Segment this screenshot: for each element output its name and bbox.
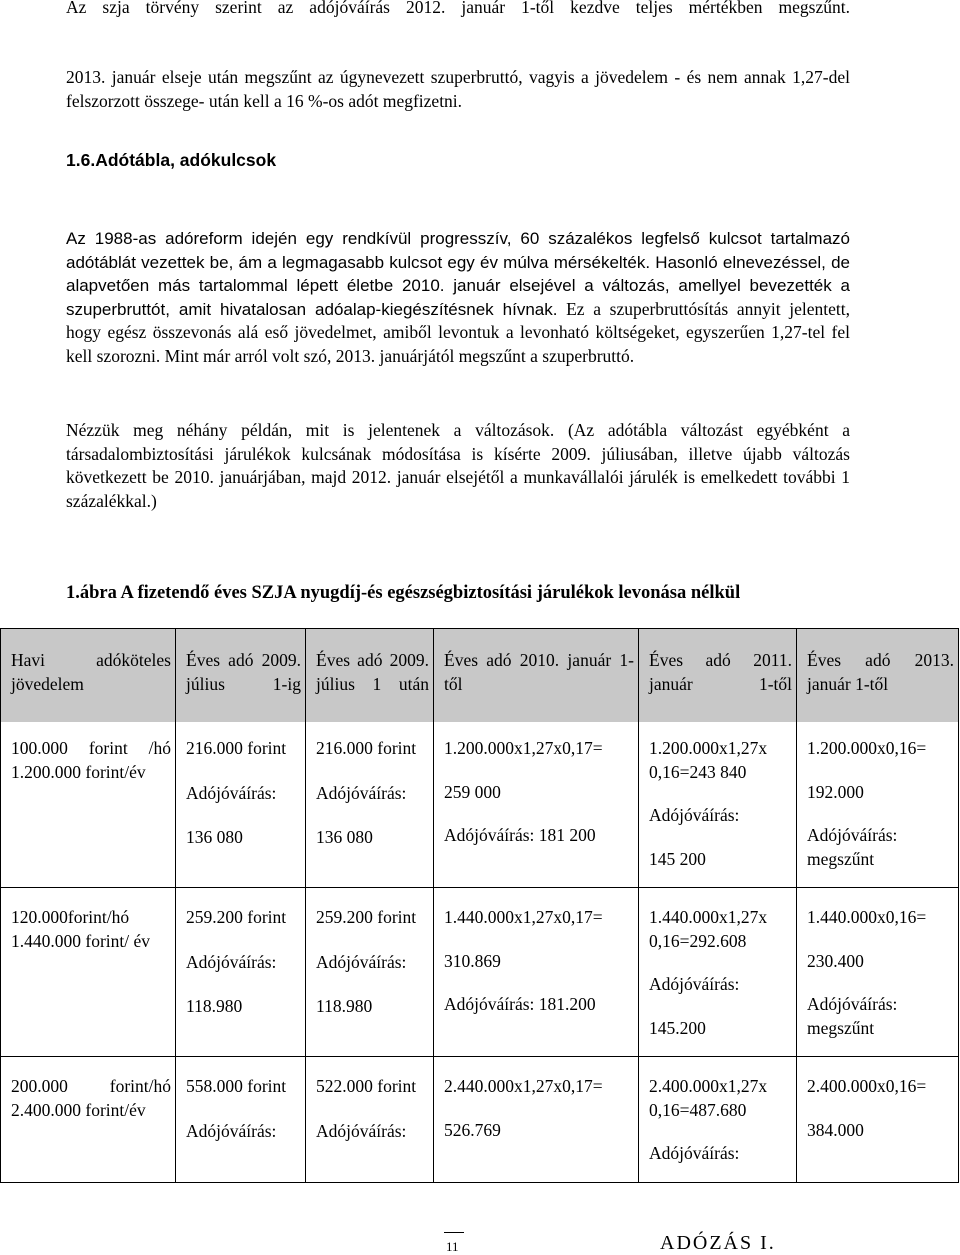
body-paragraph-1a: Az 1988-as adóreform idején egy rendkívül progresszív, 60 százalékos legfelső kulcsot tartalmazó adótáblát vezettek be, ám a legmagasabb kulcsot egy év múlva mérsékelték. Hasonló elnevezéssel, de alapvetően más tartalommal lépett életbe 2010. január elsejével a változás, amellyel bevezették a szuperbruttót, amit hivatalosan adóalap-kiegészítésnek hívnak. <box>66 229 850 319</box>
credit-value: 118.980 <box>186 996 243 1016</box>
footer-title: ADÓZÁS I. <box>660 1232 776 1254</box>
credit-value: 136 080 <box>186 827 243 847</box>
credit: Adójóváírás: 181.200 <box>444 994 596 1014</box>
header-cell: Éves adó 2009. július 1 után <box>306 629 434 723</box>
formula: 1.200.000x0,16= <box>807 738 927 758</box>
header-cell: Éves adó 2009. július 1-ig <box>176 629 306 723</box>
credit-value: 145 200 <box>649 848 706 869</box>
tax-cell <box>176 722 306 888</box>
credit-label: Adójóváírás: <box>186 1120 277 1141</box>
tax-cell <box>176 1057 306 1183</box>
income-cell: 200.000 forint/hó 2.400.000 forint/év <box>1 1057 176 1183</box>
tax-cell <box>797 722 959 888</box>
header-cell: Éves adó 2011. január 1-től <box>639 629 797 723</box>
tax-cell <box>434 888 639 1057</box>
result: 230.400 <box>807 950 864 971</box>
formula: 2.400.000x1,27x 0,16=487.680 <box>649 1076 768 1120</box>
result: 310.869 <box>444 950 501 971</box>
credit: Adójóváírás: megszűnt <box>807 825 898 869</box>
amount: 522.000 forint <box>316 1076 417 1096</box>
tax-cell <box>434 1057 639 1183</box>
credit-label: Adójóváírás: <box>649 974 740 994</box>
formula: 2.440.000x1,27x0,17= <box>444 1076 603 1096</box>
credit-label: Adójóváírás: <box>649 805 740 825</box>
formula: 1.200.000x1,27x0,17= <box>444 738 603 758</box>
tax-cell <box>306 1057 434 1183</box>
table-row <box>1 888 959 1057</box>
credit: Adójóváírás: megszűnt <box>807 994 898 1038</box>
credit-label: Adójóváírás: <box>316 1120 407 1141</box>
credit-label: Adójóváírás: <box>186 782 277 803</box>
tax-cell <box>434 722 639 888</box>
header-cell: Havi adóköteles jövedelem <box>1 629 176 723</box>
formula: 1.440.000x1,27x0,17= <box>444 907 603 927</box>
credit-value: 145.200 <box>649 1017 706 1038</box>
intro-paragraph-1: Az szja törvény szerint az adójóváírás 2012. január 1-től kezdve teljes mértékben megszűnt. <box>66 0 850 17</box>
page-number: 11 <box>446 1239 459 1254</box>
result: 384.000 <box>807 1119 864 1140</box>
credit-label: Adójóváírás: <box>186 951 277 972</box>
tax-cell <box>797 888 959 1057</box>
result: 259 000 <box>444 781 501 802</box>
formula: 1.200.000x1,27x 0,16=243 840 <box>649 738 768 782</box>
amount: 216.000 forint <box>316 738 417 758</box>
credit: Adójóváírás: 181 200 <box>444 825 596 845</box>
tax-cell <box>176 888 306 1057</box>
tax-cell <box>639 722 797 888</box>
result: 192.000 <box>807 781 864 802</box>
credit-label: Adójóváírás: <box>649 1143 740 1163</box>
formula: 1.440.000x1,27x 0,16=292.608 <box>649 907 768 951</box>
amount: 259.200 forint <box>316 907 417 927</box>
tax-table <box>0 628 959 1183</box>
income-cell: 120.000forint/hó 1.440.000 forint/ év <box>1 888 176 1057</box>
body-paragraph-1 <box>66 227 850 368</box>
tax-cell <box>639 1057 797 1183</box>
tax-cell <box>639 888 797 1057</box>
table-row <box>1 1057 959 1183</box>
amount: 259.200 forint <box>186 907 287 927</box>
body-paragraph-1b: Ez a szuperbruttósítás annyit jelentett, hogy egész összevonás alá eső jövedelmet, amiből levontuk a levonható költségeket, egyszerűen 1,27-tel fel kell szorozni. Mint már arról volt szó, 2013. januárjától megszűnt a szuperbruttó. <box>66 298 850 366</box>
figure-title: 1.ábra A fizetendő éves SZJA nyugdíj-és egészségbiztosítási járulékok levonása nélkül <box>66 583 741 603</box>
intro-paragraph-2: 2013. január elseje után megszűnt az úgynevezett szuperbruttó, vagyis a jövedelem - és nem annak 1,27-del felszorzott összege- után kell a 16 %-os adót megfizetni. <box>66 67 850 111</box>
credit-label: Adójóváírás: <box>316 951 407 972</box>
table-row <box>1 722 959 888</box>
credit-label: Adójóváírás: <box>316 782 407 803</box>
tax-cell <box>306 888 434 1057</box>
income-cell: 100.000 forint /hó 1.200.000 forint/év <box>1 722 176 888</box>
credit-value: 118.980 <box>316 996 373 1016</box>
credit-value: 136 080 <box>316 827 373 847</box>
footer-divider <box>444 1232 464 1233</box>
formula: 2.400.000x0,16= <box>807 1076 927 1096</box>
table-header-row <box>1 629 959 723</box>
body-paragraph-2: Nézzük meg néhány példán, mit is jelentenek a változások. (Az adótábla változást egyébként a társadalombiztosítási járulékok kulcsának módosítása is kísérte 2009. júliusában, illetve újabb változás következett be 2010. januárjában, majd 2012. január elsejétől a munkavállalói járulék is emelkedett további 1 százalékkal.) <box>66 420 850 511</box>
tax-cell <box>306 722 434 888</box>
result: 526.769 <box>444 1119 501 1140</box>
header-cell: Éves adó 2013. január 1-től <box>797 629 959 723</box>
amount: 216.000 forint <box>186 738 287 758</box>
tax-cell <box>797 1057 959 1183</box>
section-heading <box>66 150 276 171</box>
section-number: 1.6. <box>66 150 96 170</box>
header-cell: Éves adó 2010. január 1-től <box>434 629 639 723</box>
formula: 1.440.000x0,16= <box>807 907 927 927</box>
section-title: Adótábla, adókulcsok <box>95 150 277 170</box>
amount: 558.000 forint <box>186 1076 287 1096</box>
